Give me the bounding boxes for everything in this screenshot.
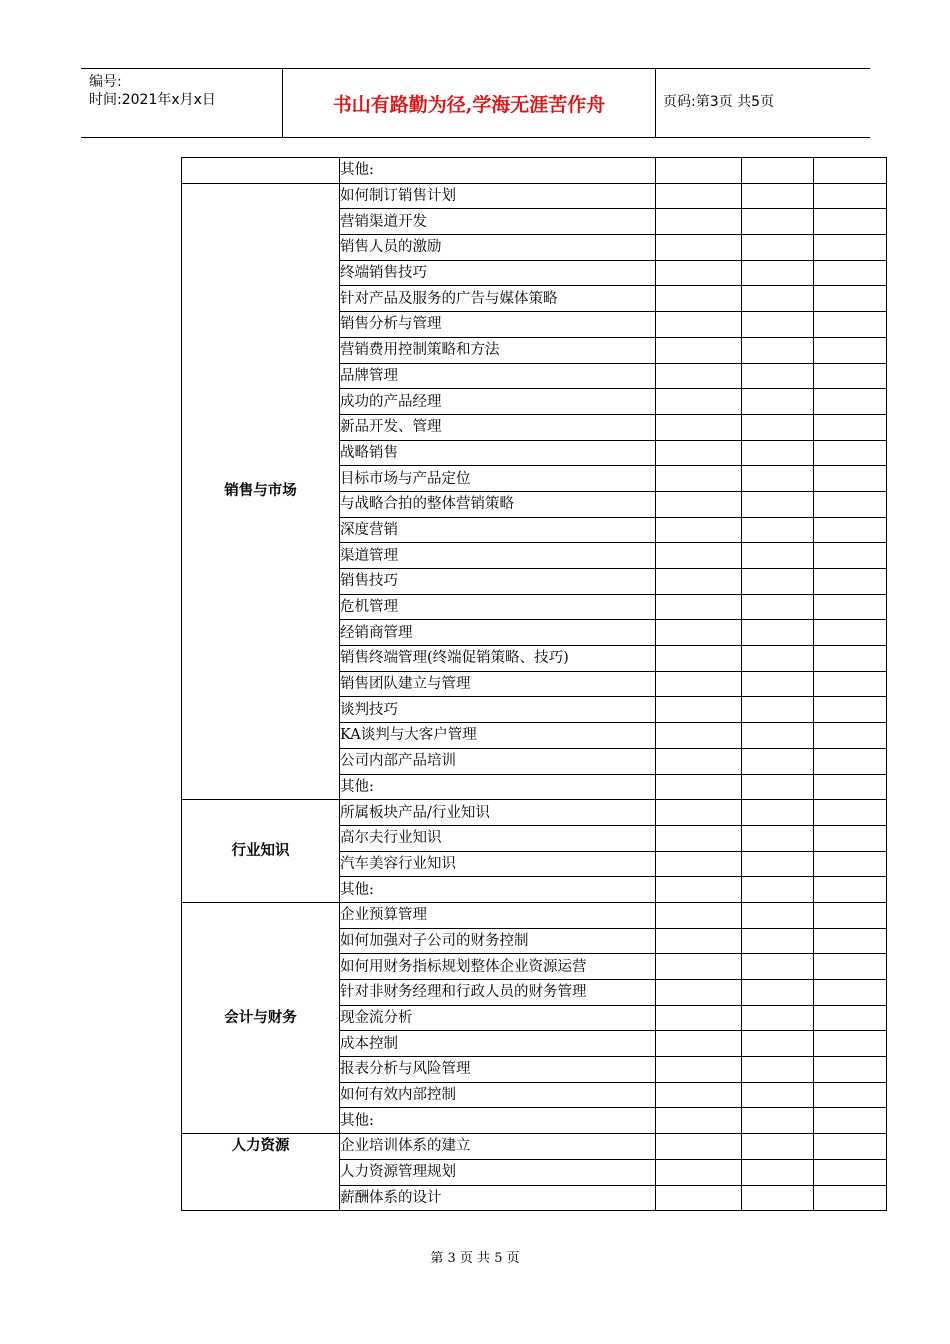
- blank-cell: [814, 774, 887, 800]
- item-cell: 企业预算管理: [340, 902, 656, 928]
- blank-cell: [814, 312, 887, 338]
- item-cell: 经销商管理: [340, 620, 656, 646]
- blank-cell: [814, 235, 887, 261]
- blank-cell: [656, 517, 742, 543]
- motto: 书山有路勤为径,学海无涯苦作舟: [283, 69, 656, 137]
- blank-cell: [814, 928, 887, 954]
- item-cell: 危机管理: [340, 594, 656, 620]
- item-cell: 针对非财务经理和行政人员的财务管理: [340, 980, 656, 1006]
- blank-cell: [742, 646, 814, 672]
- blank-cell: [742, 1134, 814, 1160]
- page-header: [81, 68, 870, 138]
- blank-cell: [656, 414, 742, 440]
- blank-cell: [656, 928, 742, 954]
- blank-cell: [742, 671, 814, 697]
- blank-cell: [814, 183, 887, 209]
- blank-cell: [742, 851, 814, 877]
- blank-cell: [656, 1108, 742, 1134]
- item-cell: 营销费用控制策略和方法: [340, 337, 656, 363]
- item-cell: 新品开发、管理: [340, 414, 656, 440]
- item-cell: 与战略合拍的整体营销策略: [340, 491, 656, 517]
- blank-cell: [814, 877, 887, 903]
- blank-cell: [656, 800, 742, 826]
- blank-cell: [742, 543, 814, 569]
- blank-cell: [814, 1082, 887, 1108]
- blank-cell: [656, 1057, 742, 1083]
- blank-cell: [656, 851, 742, 877]
- blank-cell: [742, 1005, 814, 1031]
- blank-cell: [742, 414, 814, 440]
- item-cell: 其他:: [340, 877, 656, 903]
- blank-cell: [742, 800, 814, 826]
- item-cell: 其他:: [340, 774, 656, 800]
- blank-cell: [656, 363, 742, 389]
- item-cell: 如何制订销售计划: [340, 183, 656, 209]
- item-cell: 销售分析与管理: [340, 312, 656, 338]
- blank-cell: [814, 337, 887, 363]
- table-row: [182, 800, 887, 826]
- blank-cell: [656, 697, 742, 723]
- item-cell: 深度营销: [340, 517, 656, 543]
- category-cell: 会计与财务: [182, 902, 340, 1133]
- blank-cell: [814, 260, 887, 286]
- page-footer: 第 3 页 共 5 页: [430, 1251, 520, 1266]
- item-cell: 品牌管理: [340, 363, 656, 389]
- blank-cell: [742, 363, 814, 389]
- blank-cell: [814, 491, 887, 517]
- blank-cell: [656, 1082, 742, 1108]
- table-row: [182, 183, 887, 209]
- blank-cell: [814, 1108, 887, 1134]
- blank-cell: [814, 671, 887, 697]
- blank-cell: [656, 389, 742, 415]
- category-cell: 行业知识: [182, 800, 340, 903]
- blank-cell: [742, 877, 814, 903]
- blank-cell: [814, 723, 887, 749]
- blank-cell: [814, 902, 887, 928]
- blank-cell: [656, 620, 742, 646]
- blank-cell: [742, 723, 814, 749]
- item-cell: 人力资源管理规划: [340, 1159, 656, 1185]
- blank-cell: [656, 1159, 742, 1185]
- item-cell: 目标市场与产品定位: [340, 466, 656, 492]
- blank-cell: [814, 954, 887, 980]
- blank-cell: [742, 1108, 814, 1134]
- blank-cell: [814, 800, 887, 826]
- blank-cell: [656, 902, 742, 928]
- blank-cell: [814, 851, 887, 877]
- blank-cell: [814, 543, 887, 569]
- blank-cell: [656, 1031, 742, 1057]
- blank-cell: [742, 748, 814, 774]
- blank-cell: [656, 440, 742, 466]
- item-cell: 成本控制: [340, 1031, 656, 1057]
- item-cell: 成功的产品经理: [340, 389, 656, 415]
- blank-cell: [814, 1005, 887, 1031]
- blank-cell: [656, 1005, 742, 1031]
- item-cell: 战略销售: [340, 440, 656, 466]
- blank-cell: [742, 620, 814, 646]
- blank-cell: [742, 183, 814, 209]
- blank-cell: [814, 389, 887, 415]
- blank-cell: [656, 260, 742, 286]
- blank-cell: [656, 312, 742, 338]
- blank-cell: [814, 980, 887, 1006]
- blank-cell: [742, 491, 814, 517]
- blank-cell: [814, 1134, 887, 1160]
- blank-cell: [742, 594, 814, 620]
- table-row: [182, 1134, 887, 1160]
- blank-cell: [742, 209, 814, 235]
- blank-cell: [656, 209, 742, 235]
- blank-cell: [656, 183, 742, 209]
- training-table-body: [182, 158, 887, 1211]
- blank-cell: [742, 825, 814, 851]
- item-cell: 所属板块产品/行业知识: [340, 800, 656, 826]
- blank-cell: [656, 1185, 742, 1211]
- blank-cell: [656, 646, 742, 672]
- blank-cell: [814, 209, 887, 235]
- item-cell: 其他:: [340, 1108, 656, 1134]
- blank-cell: [742, 1057, 814, 1083]
- number-label: 编号:: [89, 74, 122, 90]
- item-cell: 针对产品及服务的广告与媒体策略: [340, 286, 656, 312]
- category-cell: 销售与市场: [182, 183, 340, 800]
- table-row: [182, 902, 887, 928]
- blank-cell: [742, 1082, 814, 1108]
- item-cell: 公司内部产品培训: [340, 748, 656, 774]
- blank-cell: [814, 517, 887, 543]
- item-cell: 企业培训体系的建立: [340, 1134, 656, 1160]
- item-cell: KA谈判与大客户管理: [340, 723, 656, 749]
- item-cell: 报表分析与风险管理: [340, 1057, 656, 1083]
- blank-cell: [742, 697, 814, 723]
- item-cell: 谈判技巧: [340, 697, 656, 723]
- item-cell: 销售人员的激励: [340, 235, 656, 261]
- table-row: [182, 158, 887, 184]
- blank-cell: [742, 1031, 814, 1057]
- blank-cell: [814, 1185, 887, 1211]
- blank-cell: [656, 235, 742, 261]
- blank-cell: [814, 825, 887, 851]
- blank-cell: [656, 337, 742, 363]
- item-cell: 销售技巧: [340, 569, 656, 595]
- blank-cell: [814, 748, 887, 774]
- blank-cell: [742, 286, 814, 312]
- blank-cell: [814, 646, 887, 672]
- blank-cell: [814, 1159, 887, 1185]
- training-table: [181, 157, 887, 1211]
- blank-cell: [814, 440, 887, 466]
- blank-cell: [814, 363, 887, 389]
- blank-cell: [814, 286, 887, 312]
- blank-cell: [742, 389, 814, 415]
- blank-cell: [656, 543, 742, 569]
- category-cell: [182, 158, 340, 184]
- item-cell: 销售终端管理(终端促销策略、技巧): [340, 646, 656, 672]
- time-label: 时间:2021年x月x日: [89, 92, 216, 108]
- item-cell: 终端销售技巧: [340, 260, 656, 286]
- blank-cell: [742, 158, 814, 184]
- item-cell: 现金流分析: [340, 1005, 656, 1031]
- blank-cell: [814, 414, 887, 440]
- blank-cell: [656, 594, 742, 620]
- item-cell: 销售团队建立与管理: [340, 671, 656, 697]
- blank-cell: [656, 286, 742, 312]
- blank-cell: [656, 748, 742, 774]
- blank-cell: [742, 312, 814, 338]
- blank-cell: [742, 774, 814, 800]
- item-cell: 营销渠道开发: [340, 209, 656, 235]
- header-meta: [81, 69, 283, 137]
- item-cell: 高尔夫行业知识: [340, 825, 656, 851]
- blank-cell: [656, 980, 742, 1006]
- blank-cell: [656, 774, 742, 800]
- blank-cell: [742, 954, 814, 980]
- blank-cell: [656, 158, 742, 184]
- blank-cell: [742, 902, 814, 928]
- blank-cell: [814, 1057, 887, 1083]
- item-cell: 如何用财务指标规划整体企业资源运营: [340, 954, 656, 980]
- blank-cell: [656, 723, 742, 749]
- blank-cell: [814, 697, 887, 723]
- blank-cell: [742, 466, 814, 492]
- blank-cell: [656, 491, 742, 517]
- blank-cell: [742, 569, 814, 595]
- blank-cell: [742, 980, 814, 1006]
- blank-cell: [814, 569, 887, 595]
- blank-cell: [656, 877, 742, 903]
- blank-cell: [742, 235, 814, 261]
- blank-cell: [742, 337, 814, 363]
- blank-cell: [742, 1159, 814, 1185]
- blank-cell: [656, 466, 742, 492]
- blank-cell: [656, 954, 742, 980]
- blank-cell: [656, 1134, 742, 1160]
- blank-cell: [656, 569, 742, 595]
- blank-cell: [656, 825, 742, 851]
- blank-cell: [742, 928, 814, 954]
- item-cell: 如何加强对子公司的财务控制: [340, 928, 656, 954]
- blank-cell: [814, 466, 887, 492]
- blank-cell: [742, 260, 814, 286]
- item-cell: 薪酬体系的设计: [340, 1185, 656, 1211]
- blank-cell: [814, 594, 887, 620]
- blank-cell: [814, 620, 887, 646]
- blank-cell: [742, 440, 814, 466]
- blank-cell: [656, 671, 742, 697]
- blank-cell: [742, 517, 814, 543]
- blank-cell: [814, 158, 887, 184]
- item-cell: 汽车美容行业知识: [340, 851, 656, 877]
- item-cell: 如何有效内部控制: [340, 1082, 656, 1108]
- blank-cell: [742, 1185, 814, 1211]
- item-cell: 渠道管理: [340, 543, 656, 569]
- page-indicator: 页码:第3页 共5页: [663, 94, 774, 110]
- blank-cell: [814, 1031, 887, 1057]
- item-cell: 其他:: [340, 158, 656, 184]
- category-cell: 人力资源: [182, 1134, 340, 1211]
